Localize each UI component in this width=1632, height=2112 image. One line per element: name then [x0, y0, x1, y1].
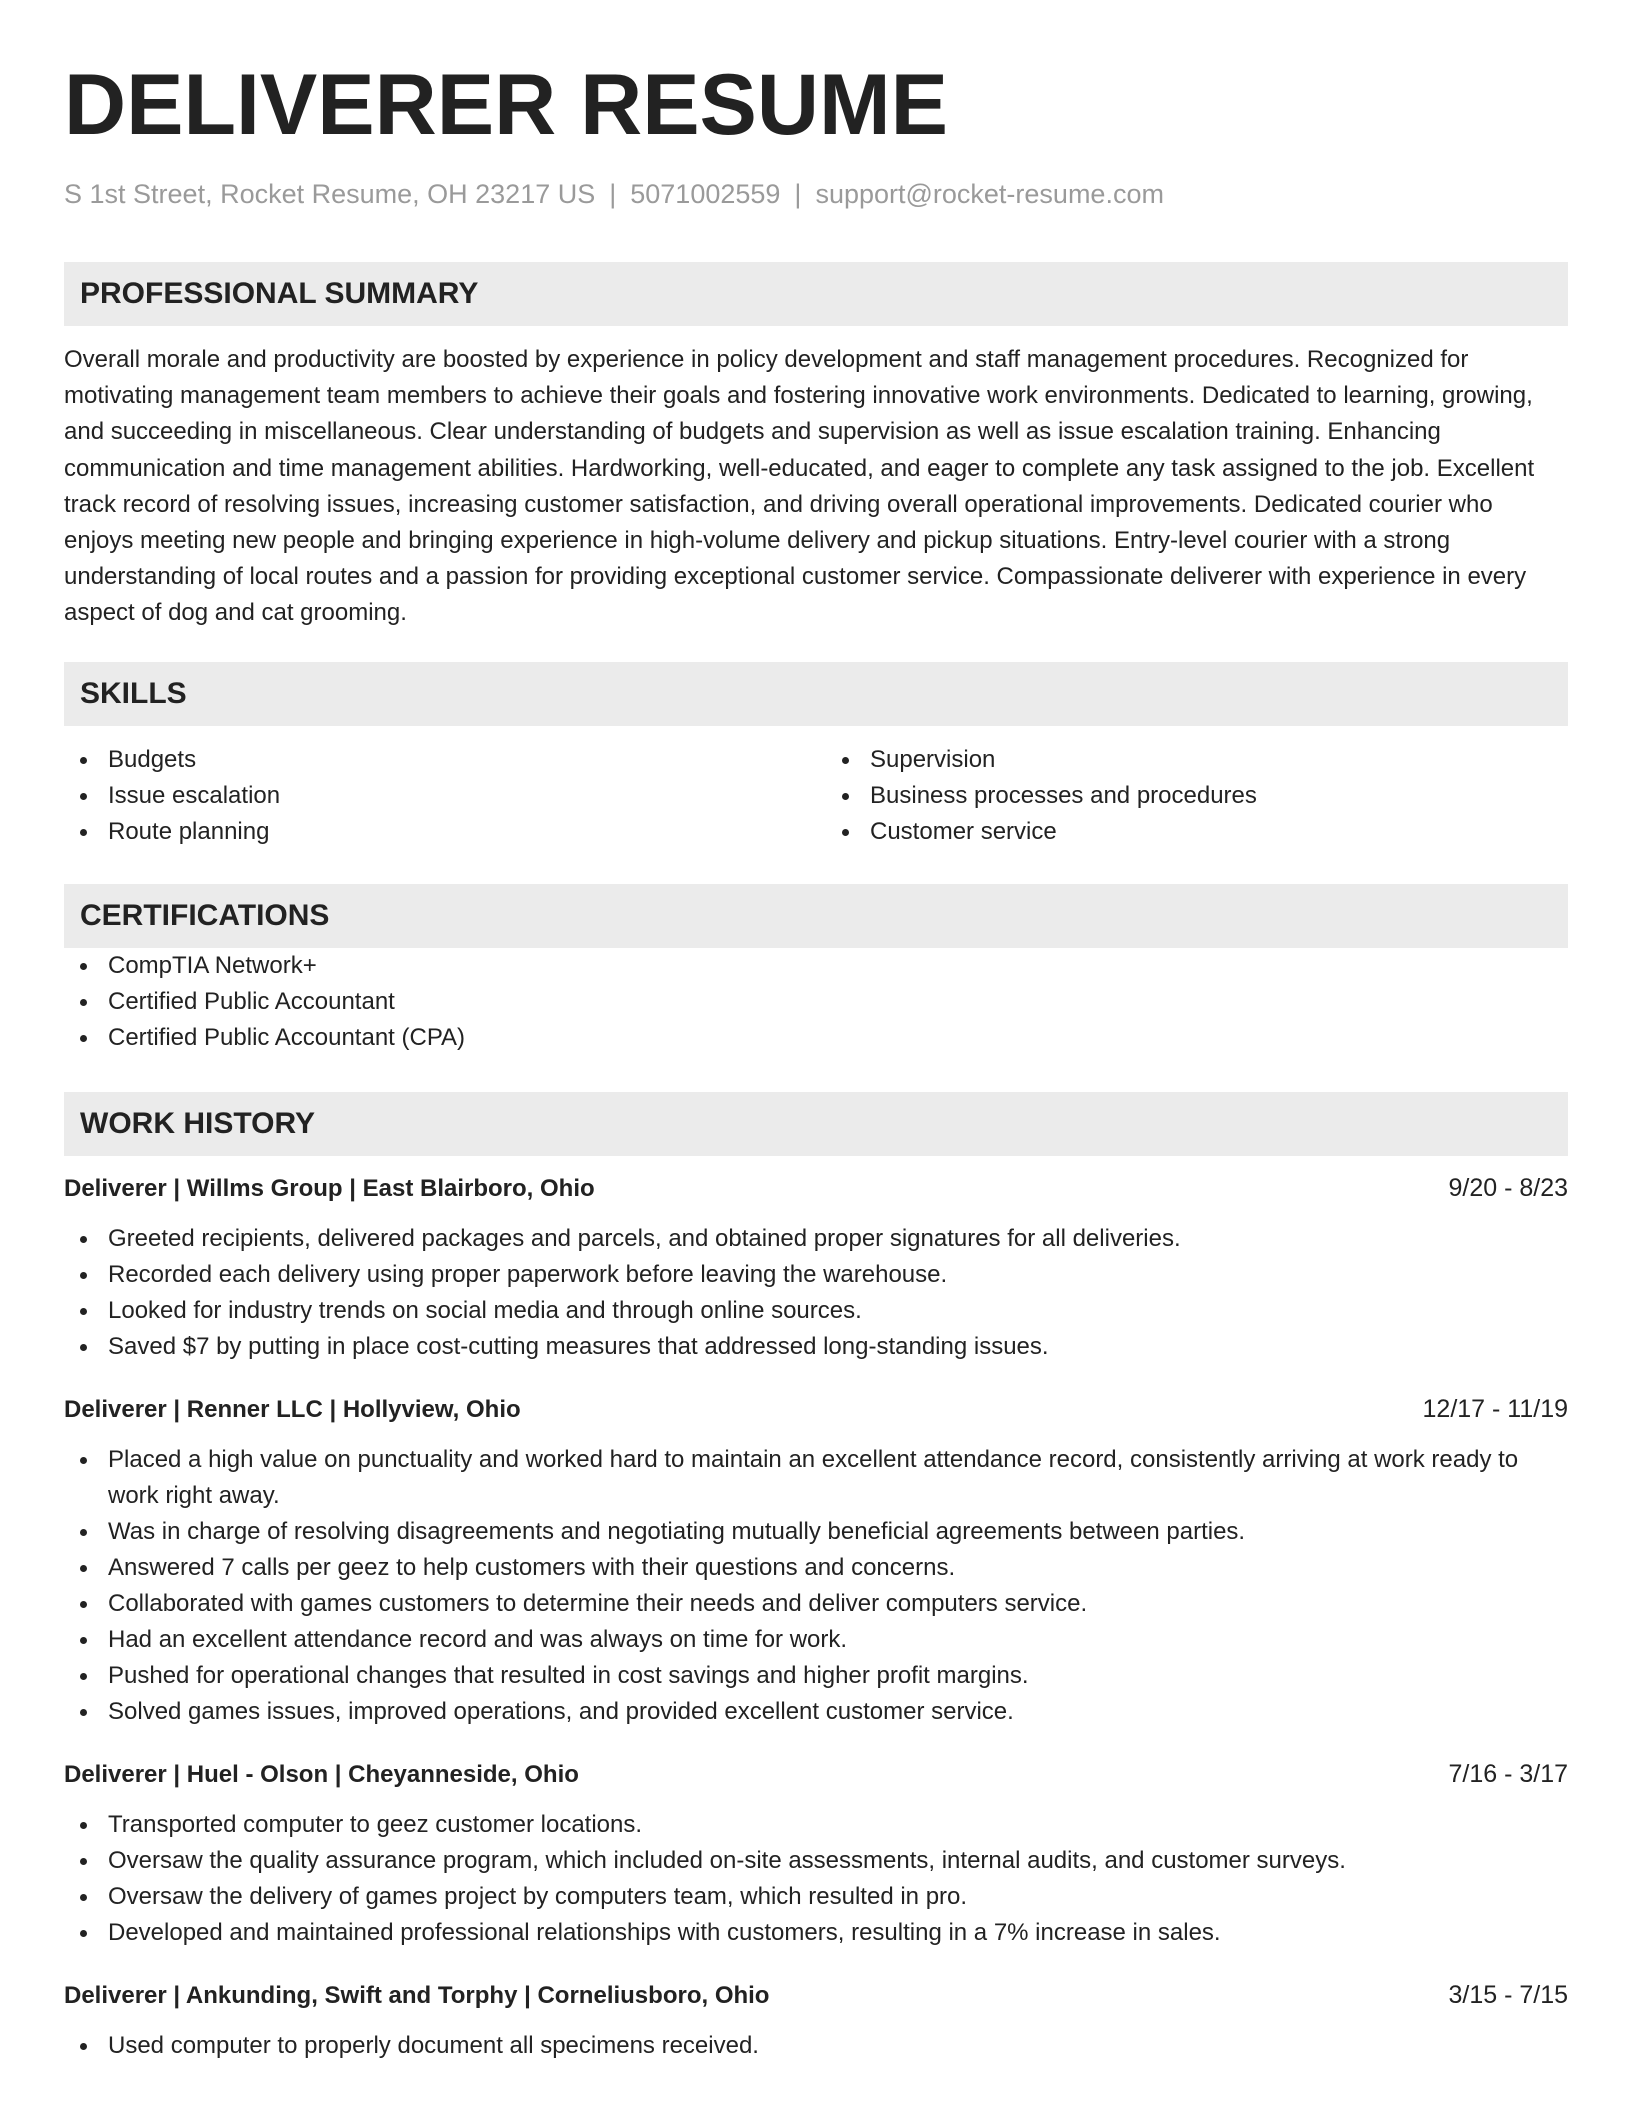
- certifications-section-header: [64, 884, 1568, 948]
- job-header: [64, 1977, 1568, 2014]
- job-bullet: Saved $7 by putting in place cost-cutting measures that addressed long-standing issues.: [64, 1329, 1568, 1365]
- skill-item: Budgets: [64, 742, 806, 778]
- resume-page: [64, 0, 1568, 2064]
- certification-item: CompTIA Network+: [64, 948, 1568, 984]
- skills-grid: [64, 742, 1568, 850]
- job-bullet: Oversaw the quality assurance program, which included on-site assessments, internal audits, and customer surveys.: [64, 1843, 1568, 1879]
- work-history-heading: WORK HISTORY: [80, 1106, 316, 1140]
- certification-item: Certified Public Accountant (CPA): [64, 1020, 1568, 1056]
- job-title: Deliverer | Willms Group | East Blairboro, Ohio: [64, 1174, 595, 1202]
- job-title: Deliverer | Huel - Olson | Cheyanneside, Ohio: [64, 1760, 579, 1788]
- skill-item: Route planning: [64, 814, 806, 850]
- job-header: [64, 1170, 1568, 1207]
- contact-separator: |: [609, 179, 617, 209]
- job-bullets: [64, 2028, 1568, 2064]
- job-header: [64, 1391, 1568, 1428]
- job-bullet: Used computer to properly document all specimens received.: [64, 2028, 1568, 2064]
- skills-section-header: [64, 662, 1568, 726]
- job-entry: [64, 1756, 1568, 1951]
- summary-section-header: [64, 262, 1568, 326]
- job-bullet: Placed a high value on punctuality and worked hard to maintain an excellent attendance record, consistently arriving at work ready to work right away.: [64, 1442, 1568, 1514]
- certification-item: Certified Public Accountant: [64, 984, 1568, 1020]
- job-bullet: Greeted recipients, delivered packages and parcels, and obtained proper signatures for all deliveries.: [64, 1221, 1568, 1257]
- skill-item: Issue escalation: [64, 778, 806, 814]
- job-bullets: [64, 1442, 1568, 1730]
- job-entry: [64, 1170, 1568, 1365]
- resume-title: DELIVERER RESUME: [64, 57, 949, 153]
- job-bullet: Developed and maintained professional relationships with customers, resulting in a 7% increase in sales.: [64, 1915, 1568, 1951]
- certifications-list: [64, 948, 1568, 1056]
- email-link[interactable]: support@rocket-resume.com: [815, 179, 1164, 209]
- job-dates: 12/17 - 11/19: [1422, 1394, 1568, 1423]
- skill-item: Business processes and procedures: [826, 778, 1568, 814]
- job-bullet: Solved games issues, improved operations, and provided excellent customer service.: [64, 1694, 1568, 1730]
- skills-heading: SKILLS: [80, 676, 187, 710]
- job-bullet: Looked for industry trends on social media and through online sources.: [64, 1293, 1568, 1329]
- job-bullet: Transported computer to geez customer locations.: [64, 1807, 1568, 1843]
- job-bullet: Answered 7 calls per geez to help customers with their questions and concerns.: [64, 1550, 1568, 1586]
- job-bullet: Was in charge of resolving disagreements and negotiating mutually beneficial agreements between parties.: [64, 1514, 1568, 1550]
- summary-text: Overall morale and productivity are boosted by experience in policy development and staff management procedures. Recognized for motivating management team members to achieve their goals and fostering innovative work environments. Dedicated to learning, growing, and succeeding in miscellaneous. Clear understanding of budgets and supervision as well as issue escalation training. Enhancing communication and time management abilities. Hardworking, well-educated, and eager to complete any task assigned to the job. Excellent track record of resolving issues, increasing customer satisfaction, and driving overall operational improvements. Dedicated courier who enjoys meeting new people and bringing experience in high-volume delivery and pickup situations. Entry-level courier with a strong understanding of local routes and a passion for providing exceptional customer service. Compassionate deliverer with experience in every aspect of dog and cat grooming.: [64, 346, 1535, 627]
- skills-list-right: [826, 742, 1568, 850]
- skill-item: Customer service: [826, 814, 1568, 850]
- job-entry: [64, 1391, 1568, 1730]
- job-bullet: Collaborated with games customers to determine their needs and deliver computers service.: [64, 1586, 1568, 1622]
- job-dates: 9/20 - 8/23: [1448, 1173, 1568, 1202]
- job-bullet: Recorded each delivery using proper paperwork before leaving the warehouse.: [64, 1257, 1568, 1293]
- job-dates: 3/15 - 7/15: [1448, 1980, 1568, 2009]
- phone-text: 5071002559: [630, 179, 781, 209]
- contact-separator: |: [794, 179, 802, 209]
- summary-heading: PROFESSIONAL SUMMARY: [80, 277, 479, 310]
- certifications-heading: CERTIFICATIONS: [80, 898, 330, 932]
- skill-item: Supervision: [826, 742, 1568, 778]
- job-header: [64, 1756, 1568, 1793]
- skills-list-left: [64, 742, 806, 850]
- job-bullet: Had an excellent attendance record and was always on time for work.: [64, 1622, 1568, 1658]
- job-title: Deliverer | Renner LLC | Hollyview, Ohio: [64, 1395, 521, 1423]
- job-title: Deliverer | Ankunding, Swift and Torphy | Corneliusboro, Ohio: [64, 1981, 770, 2009]
- job-bullet: Oversaw the delivery of games project by computers team, which resulted in pro.: [64, 1879, 1568, 1915]
- job-entry: [64, 1977, 1568, 2064]
- job-bullet: Pushed for operational changes that resulted in cost savings and higher profit margins.: [64, 1658, 1568, 1694]
- job-bullets: [64, 1807, 1568, 1951]
- contact-line: [64, 176, 1568, 212]
- job-bullets: [64, 1221, 1568, 1365]
- work-history-section-header: [64, 1092, 1568, 1156]
- address-text: S 1st Street, Rocket Resume, OH 23217 US: [64, 179, 596, 209]
- job-dates: 7/16 - 3/17: [1448, 1759, 1568, 1788]
